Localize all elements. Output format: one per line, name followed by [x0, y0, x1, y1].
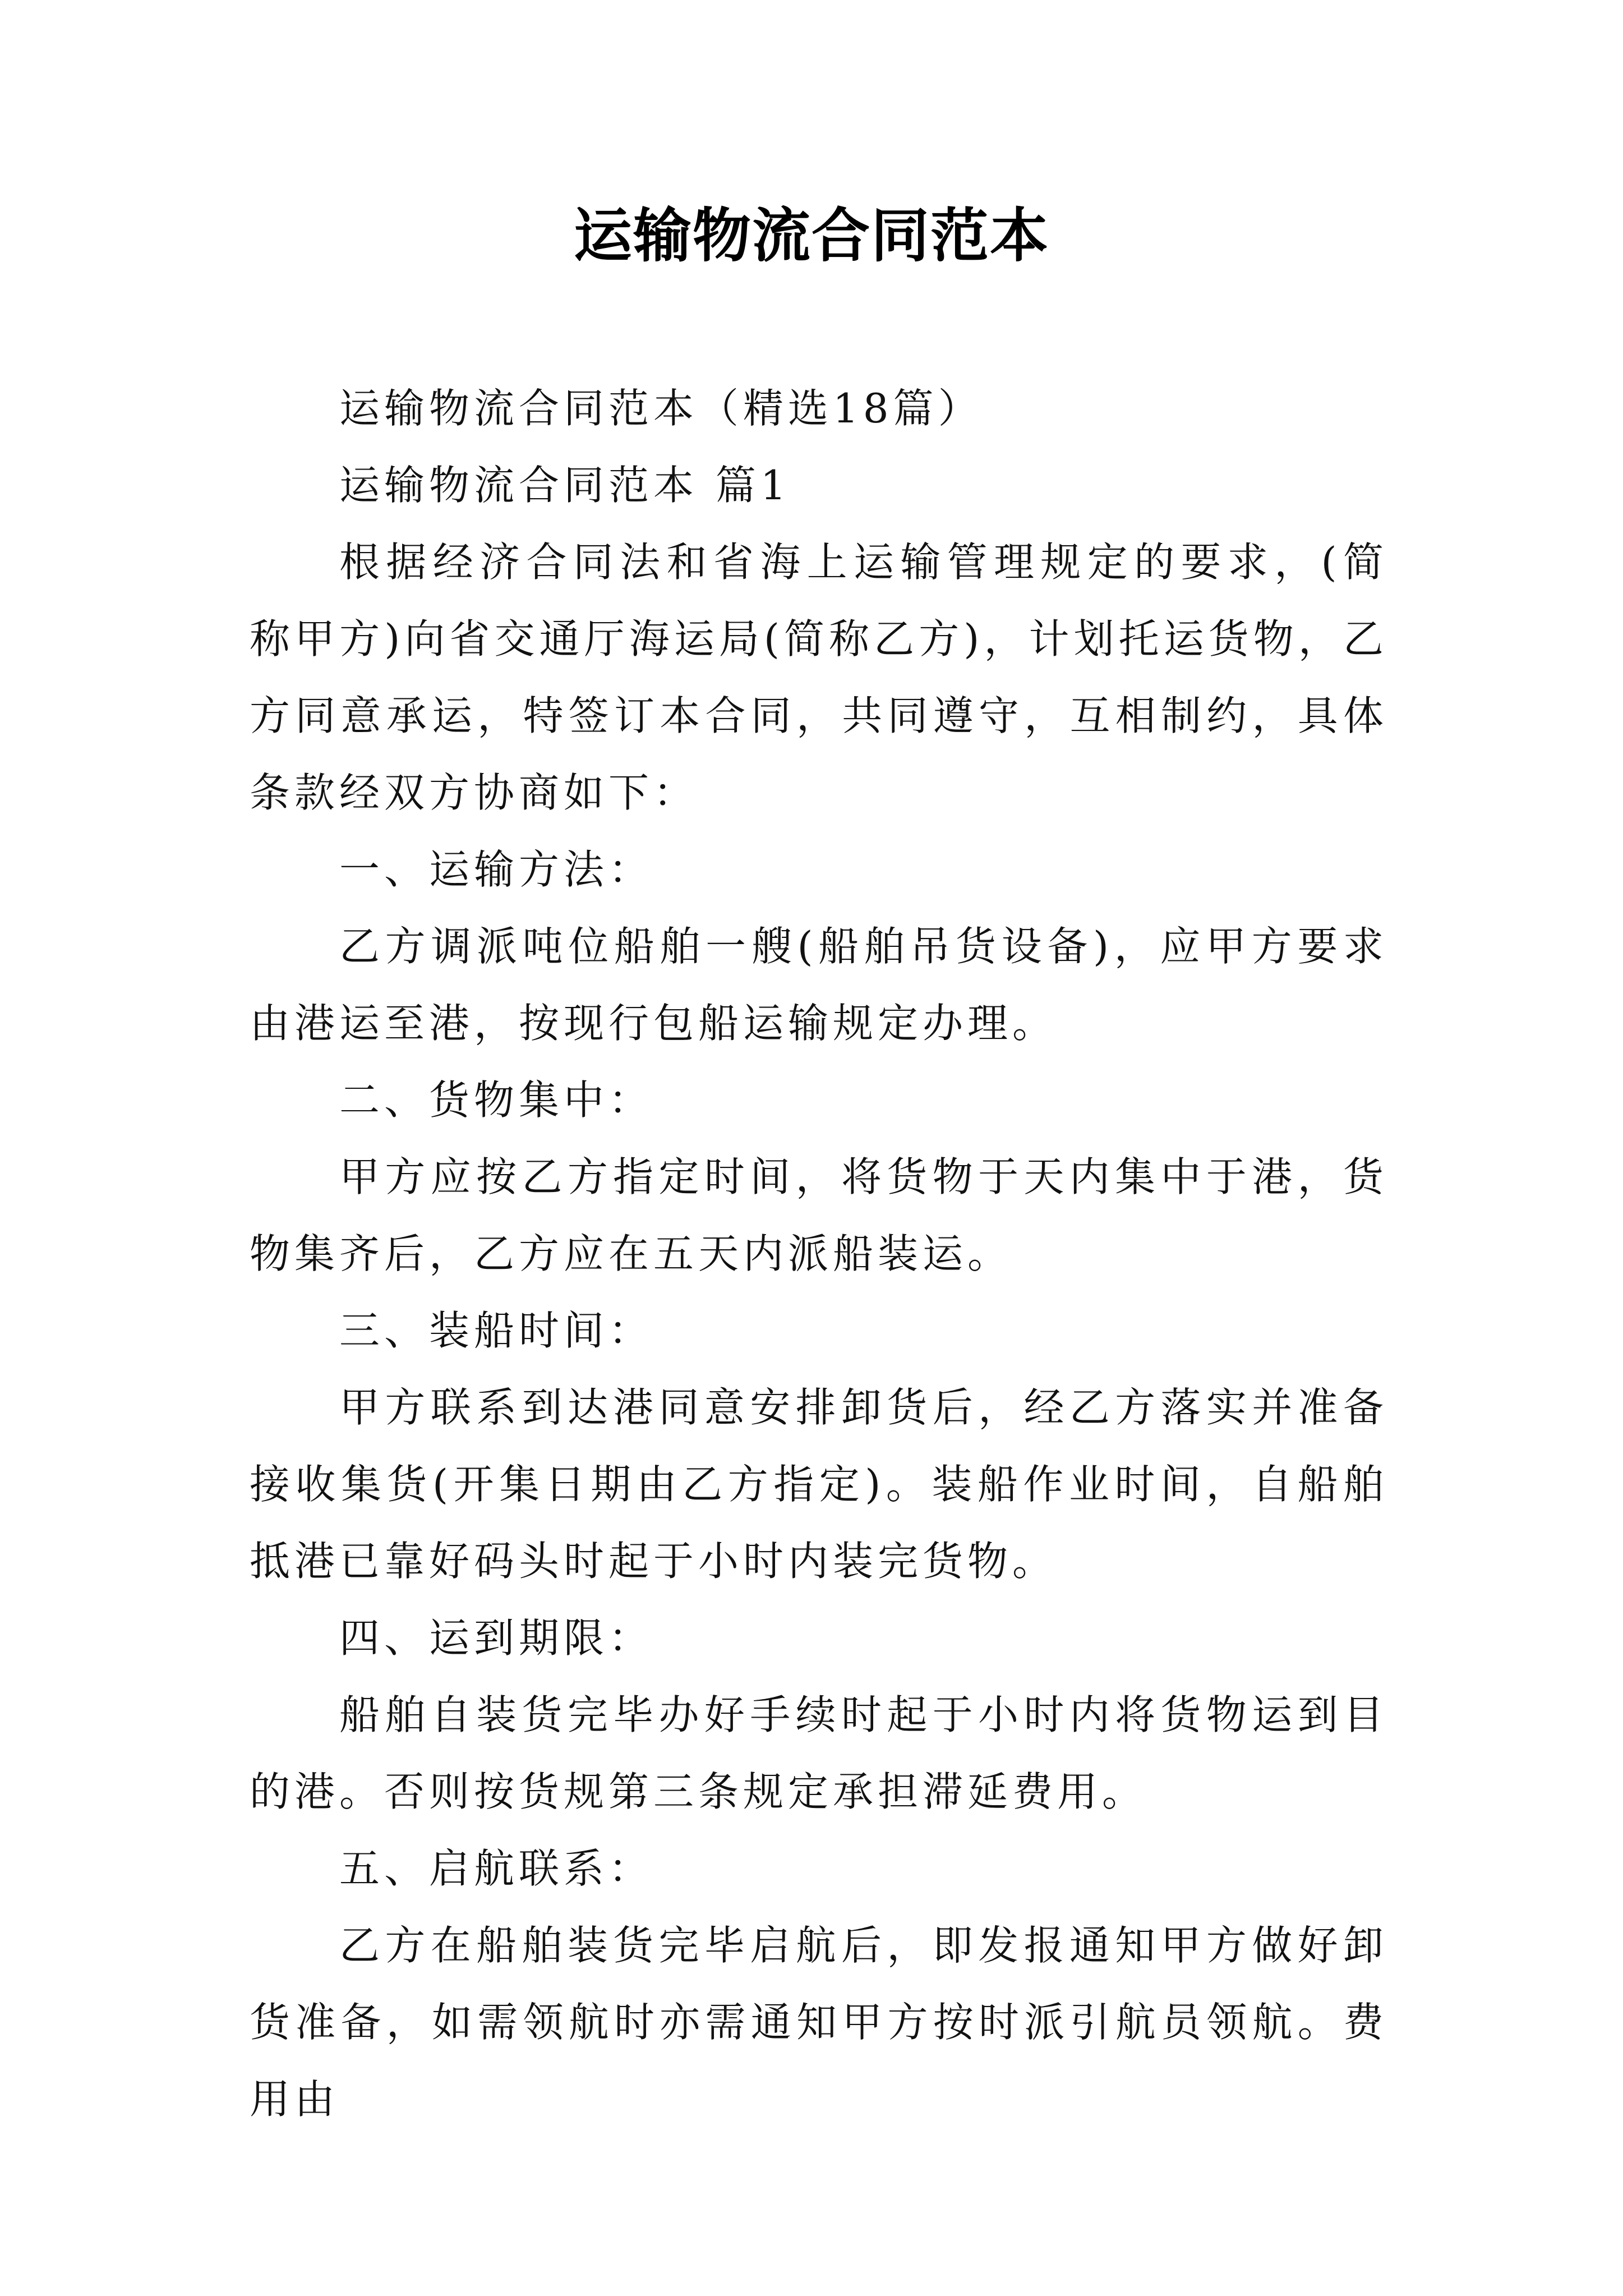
- clause-body-3: 甲方联系到达港同意安排卸货后，经乙方落实并准备接收集货(开集日期由乙方指定)。装船作业时间，自船舶抵港已靠好码头时起于小时内装完货物。: [250, 1384, 1388, 1585]
- document-body: [250, 370, 1388, 2138]
- clause-heading-3: 三、装船时间：: [339, 1307, 654, 1354]
- paragraph-subtitle: 运输物流合同范本（精选18篇）: [339, 385, 983, 432]
- clause-heading-1: 一、运输方法：: [339, 846, 654, 893]
- clause-heading-2: 二、货物集中：: [339, 1076, 654, 1124]
- clause-heading-5: 五、启航联系：: [339, 1845, 654, 1892]
- paragraph-section-heading: 运输物流合同范本 篇1: [339, 462, 791, 509]
- clause-body-1: 乙方调派吨位船舶一艘(船舶吊货设备)，应甲方要求由港运至港，按现行包船运输规定办理。: [250, 923, 1388, 1047]
- clause-body-2: 甲方应按乙方指定时间，将货物于天内集中于港，货物集齐后，乙方应在五天内派船装运。: [250, 1153, 1388, 1277]
- clause-heading-4: 四、运到期限：: [339, 1614, 654, 1662]
- paragraph-intro: 根据经济合同法和省海上运输管理规定的要求，(简称甲方)向省交通厅海运局(简称乙方)，计划托运货物，乙方同意承运，特签订本合同，共同遵守，互相制约，具体条款经双方协商如下：: [250, 539, 1388, 816]
- clause-body-4: 船舶自装货完毕办好手续时起于小时内将货物运到目的港。否则按货规第三条规定承担滞延费用。: [250, 1691, 1388, 1815]
- document-title: 运输物流合同范本: [573, 201, 1049, 270]
- clause-body-5: 乙方在船舶装货完毕启航后，即发报通知甲方做好卸货准备，如需领航时亦需通知甲方按时派引航员领航。费用由: [250, 1922, 1388, 2123]
